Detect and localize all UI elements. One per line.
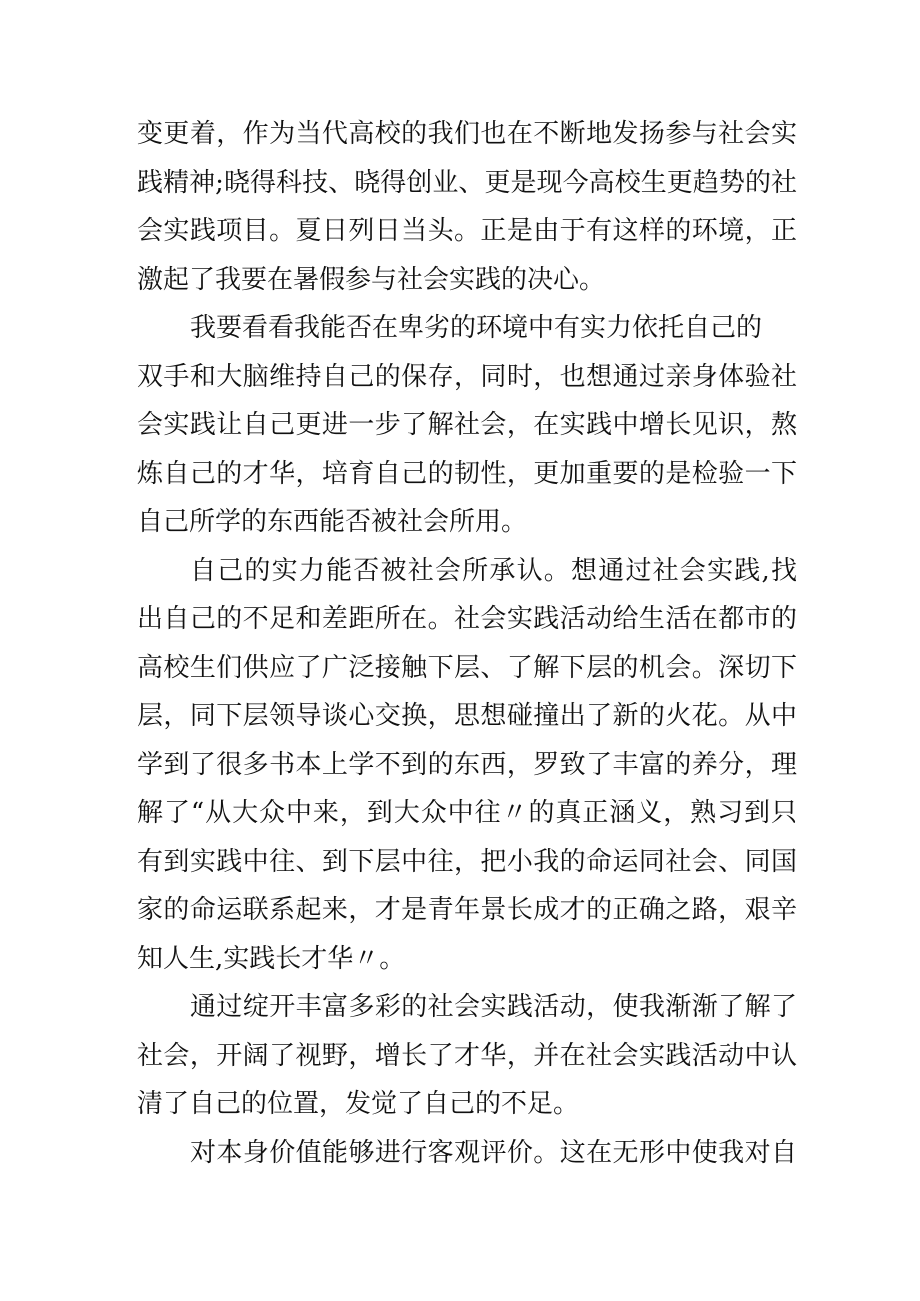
text-line: 家的命运联系起来，才是青年景长成才的正确之路，艰辛 bbox=[137, 895, 797, 925]
paragraph-3 bbox=[137, 547, 797, 984]
text-line: 学到了很多书本上学不到的东西，罗致了丰富的养分，理 bbox=[137, 749, 797, 780]
text-line: 我要看看我能否在卑劣的环境中有实力依托自己的 bbox=[190, 313, 763, 343]
paragraph-4 bbox=[137, 983, 797, 1129]
text-line: 激起了我要在暑假参与社会实践的决心。 bbox=[137, 264, 606, 295]
text-line: 知人生,实践长才华〃。 bbox=[137, 943, 406, 974]
text-line: 清了自己的位置，发觉了自己的不足。 bbox=[137, 1089, 580, 1119]
paragraph-5 bbox=[137, 1129, 797, 1178]
text-line: 自己所学的东西能否被社会所用。 bbox=[137, 507, 528, 537]
text-line: 会实践让自己更进一步了解社会，在实践中增长见识，熬 bbox=[137, 410, 797, 440]
text-line: 变更着，作为当代高校的我们也在不断地发扬参与社会实 bbox=[137, 119, 797, 149]
text-line: 层，同下层领导谈心交换，思想碰撞出了新的火花。从中 bbox=[137, 701, 797, 731]
document-body bbox=[137, 110, 797, 1177]
text-line: 解了“从大众中来，到大众中往〃的真正涵义，熟习到只 bbox=[137, 798, 797, 828]
text-line: 社会，开阔了视野，增长了才华，并在社会实践活动中认 bbox=[137, 1040, 797, 1071]
text-line: 高校生们供应了广泛接触下层、了解下层的机会。深切下 bbox=[137, 652, 797, 683]
text-line: 有到实践中往、到下层中往，把小我的命运同社会、同国 bbox=[137, 846, 797, 877]
text-line: 对本身价值能够进行客观评价。这在无形中使我对自 bbox=[190, 1137, 797, 1168]
text-line: 炼自己的才华，培育自己的韧性，更加重要的是检验一下 bbox=[137, 458, 797, 489]
text-line: 双手和大脑维持自己的保存，同时，也想通过亲身体验社 bbox=[137, 361, 797, 392]
paragraph-1 bbox=[137, 110, 797, 304]
text-line: 自己的实力能否被社会所承认。想通过社会实践,找 bbox=[190, 555, 797, 586]
text-line: 通过绽开丰富多彩的社会实践活动，使我渐渐了解了 bbox=[190, 992, 797, 1022]
text-line: 会实践项目。夏日列日当头。正是由于有这样的环境，正 bbox=[137, 216, 797, 246]
text-line: 践精神;晓得科技、晓得创业、更是现今高校生更趋势的社 bbox=[137, 167, 797, 198]
text-line: 出自己的不足和差距所在。社会实践活动给生活在都市的 bbox=[137, 604, 797, 634]
paragraph-2 bbox=[137, 304, 797, 547]
